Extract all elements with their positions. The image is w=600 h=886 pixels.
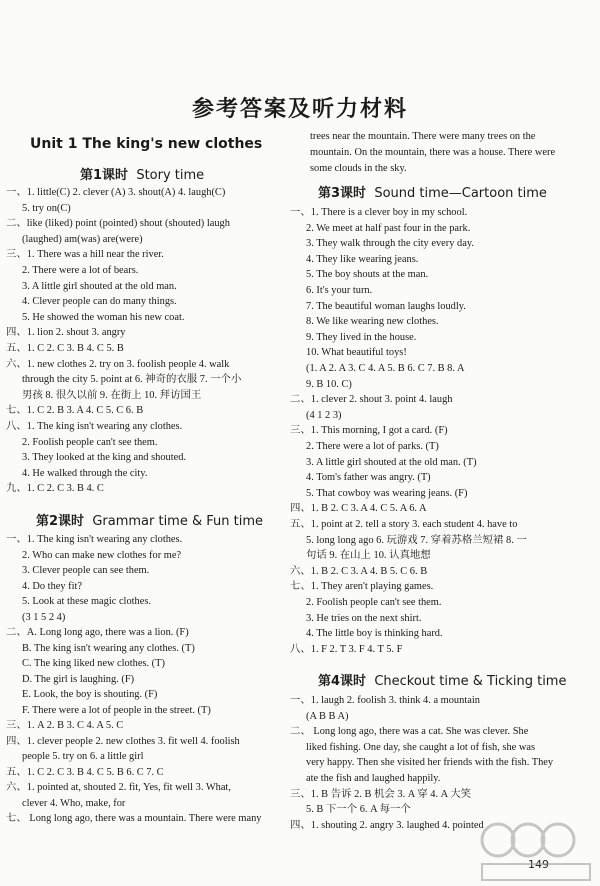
- material-line: some clouds in the sky.: [310, 163, 407, 174]
- answer-line: 三、1. This morning, I got a card. (F): [290, 425, 448, 437]
- answer-line: 二、1. clever 2. shout 3. point 4. laugh: [290, 394, 453, 406]
- answer-line: 一、1. The king isn't wearing any clothes.: [6, 534, 183, 545]
- answer-line: C. The king liked new clothes. (T): [22, 658, 165, 669]
- answer-line: 6. It's your turn.: [306, 285, 373, 296]
- answer-line: 二、A. Long long ago, there was a lion. (F): [6, 627, 189, 638]
- answer-line: 五、1. C 2. C 3. B 4. C 5. B 6. C 7. C: [6, 766, 164, 778]
- answer-line: (laughed) am(was) are(were): [22, 233, 143, 245]
- page-number: 149: [528, 858, 549, 871]
- answer-line: 3. Clever people can see them.: [22, 565, 150, 576]
- answer-line: 3. A little girl shouted at the old man.: [22, 280, 177, 292]
- answer-line: clever 4. Who, make, for: [22, 797, 126, 809]
- answer-line: 2. Who can make new clothes for me?: [22, 549, 182, 561]
- answer-line: 六、1. B 2. C 3. A 4. B 5. C 6. B: [290, 565, 428, 577]
- answer-line: 4. The little boy is thinking hard.: [306, 628, 443, 640]
- answer-line: (3 1 5 2 4): [22, 611, 66, 623]
- answer-line: 七、1. They aren't playing games.: [290, 581, 434, 593]
- answer-line: 三、1. A 2. B 3. C 4. A 5. C: [6, 720, 124, 731]
- answer-line: 五、1. C 2. C 3. B 4. C 5. B: [6, 343, 124, 354]
- lesson2-heading: 第2课时 Grammar time & Fun time: [36, 514, 263, 529]
- material-line: mountain. On the mountain, there was a house. There were: [310, 147, 556, 158]
- lesson3-heading: 第3课时 Sound time—Cartoon time: [318, 186, 547, 201]
- answer-line: 8. We like wearing new clothes.: [306, 316, 439, 328]
- answer-line: 3. He tries on the next shirt.: [306, 612, 422, 624]
- answer-line: 五、1. point at 2. tell a story 3. each student 4. have to: [290, 519, 518, 530]
- watermark-logo-icon: [478, 818, 598, 884]
- answer-line: 3. A little girl shouted at the old man. (T): [306, 456, 477, 468]
- answer-line: liked fishing. One day, she caught a lot of fish, she was: [306, 741, 536, 753]
- answer-line: 四、1. B 2. C 3. A 4. C 5. A 6. A: [290, 503, 427, 515]
- answer-line: 3. They looked at the king and shouted.: [22, 452, 187, 464]
- answer-line: D. The girl is laughing. (F): [22, 673, 135, 685]
- answer-line: 三、1. There was a hill near the river.: [6, 249, 164, 261]
- answer-line: 5. try on(C): [22, 202, 71, 214]
- answer-line: 10. What beautiful toys!: [306, 347, 407, 359]
- answer-line: 7. The beautiful woman laughs loudly.: [306, 300, 466, 312]
- answer-line: E. Look, the boy is shouting. (F): [22, 689, 158, 700]
- answer-line: 男孩 8. 很久以前 9. 在街上 10. 拜访国王: [22, 389, 202, 401]
- answer-line: people 5. try on 6. a little girl: [22, 751, 144, 762]
- answer-line: B. The king isn't wearing any clothes. (T): [22, 642, 195, 654]
- answer-line: 5. The boy shouts at the man.: [306, 269, 429, 281]
- answer-line: (4 1 2 3): [306, 409, 342, 421]
- answer-line: 4. They like wearing jeans.: [306, 253, 419, 265]
- answer-line: through the city 5. point at 6. 神奇的衣服 7. 一个小: [22, 374, 242, 386]
- answer-line: 四、1. lion 2. shout 3. angry: [6, 327, 126, 339]
- answer-line: 一、1. little(C) 2. clever (A) 3. shout(A) 4. laugh(C): [6, 187, 226, 198]
- answer-line: 三、1. B 告诉 2. B 机会 3. A 穿 4. A 大笑: [290, 788, 471, 800]
- answer-line: 9. B 10. C): [306, 378, 352, 390]
- answer-line: 5. He showed the woman his new coat.: [22, 311, 185, 323]
- answer-line: F. There were a lot of people in the street. (T): [22, 704, 211, 716]
- answer-line: 二、like (liked) point (pointed) shout (shouted) laugh: [6, 218, 230, 230]
- answer-line: (1. A 2. A 3. C 4. A 5. B 6. C 7. B 8. A: [306, 363, 465, 374]
- answer-line: 四、1. shouting 2. angry 3. laughed 4. pointed: [290, 819, 484, 831]
- lesson1-heading: 第1课时 Story time: [80, 168, 205, 183]
- answer-line: 4. He walked through the city.: [22, 467, 148, 479]
- lesson4-heading: 第4课时 Checkout time & Ticking time: [318, 674, 567, 689]
- answer-line: 六、1. pointed at, shouted 2. fit, Yes, fit well 3. What,: [6, 782, 231, 793]
- answer-line: 六、1. new clothes 2. try on 3. foolish people 4. walk: [6, 358, 230, 370]
- answer-line: 七、1. C 2. B 3. A 4. C 5. C 6. B: [6, 405, 144, 417]
- answer-line: 二、 Long long ago, there was a cat. She was clever. She: [290, 726, 529, 738]
- answer-line: 2. There were a lot of parks. (T): [306, 441, 439, 452]
- answer-line: 一、1. There is a clever boy in my school.: [290, 207, 468, 218]
- answer-line: 5. That cowboy was wearing jeans. (F): [306, 487, 468, 499]
- answer-line: 四、1. clever people 2. new clothes 3. fit well 4. foolish: [6, 735, 240, 747]
- answer-line: 4. Do they fit?: [22, 580, 83, 592]
- answer-line: (A B B A): [306, 710, 349, 722]
- answer-line: 2. We meet at half past four in the park.: [306, 222, 471, 234]
- answer-line: 九、1. C 2. C 3. B 4. C: [6, 483, 104, 495]
- answer-line: 3. They walk through the city every day.: [306, 238, 474, 250]
- answer-line: 句话 9. 在山上 10. 认真地想: [306, 550, 431, 562]
- answer-line: 5. B 下一个 6. A 每一个: [306, 804, 411, 816]
- answer-line: 2. Foolish people can't see them.: [22, 436, 158, 448]
- answer-line: 2. There were a lot of bears.: [22, 265, 139, 276]
- page-title: 参考答案及听力材料: [191, 97, 408, 122]
- answer-line: very happy. Then she visited her friends with the fish. They: [306, 757, 554, 769]
- material-line: trees near the mountain. There were many trees on the: [310, 131, 536, 142]
- answer-line: 一、1. laugh 2. foolish 3. think 4. a mountain: [290, 695, 480, 706]
- answer-line: 八、1. F 2. T 3. F 4. T 5. F: [290, 643, 403, 655]
- answer-line: 9. They lived in the house.: [306, 331, 417, 343]
- answer-line: 七、 Long long ago, there was a mountain. There were many: [6, 813, 262, 824]
- answer-line: ate the fish and laughed happily.: [306, 773, 441, 784]
- answer-line: 4. Tom's father was angry. (T): [306, 472, 431, 484]
- answer-line: 2. Foolish people can't see them.: [306, 597, 442, 608]
- answer-line: 5. Look at these magic clothes.: [22, 596, 151, 607]
- unit-title: Unit 1 The king's new clothes: [30, 136, 263, 152]
- answer-line: 八、1. The king isn't wearing any clothes.: [6, 421, 183, 432]
- answer-line: 4. Clever people can do many things.: [22, 296, 177, 308]
- answer-line: 5. long long ago 6. 玩游戏 7. 穿着苏格兰短裙 8. 一: [306, 534, 527, 546]
